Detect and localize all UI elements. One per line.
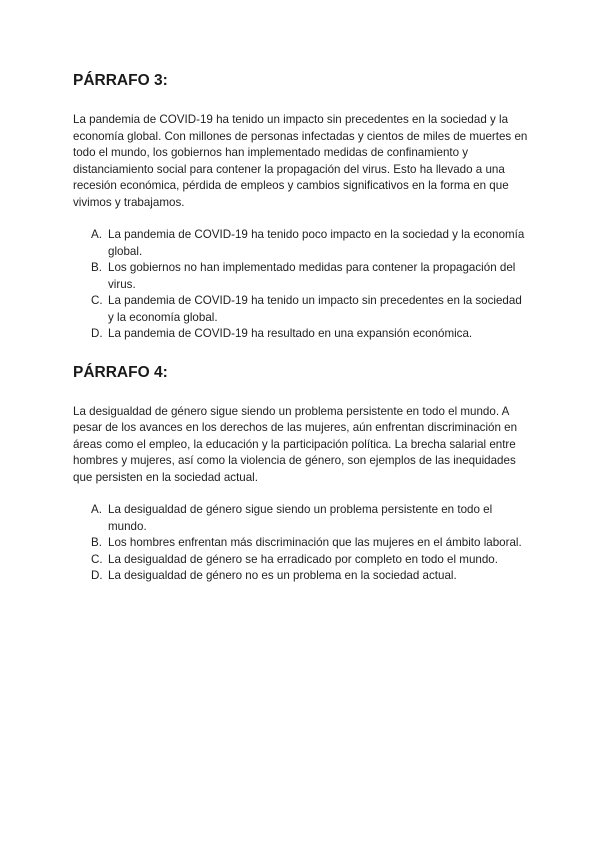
answer-option bbox=[73, 293, 528, 326]
option-letter: C. bbox=[91, 552, 103, 566]
option-letter: B. bbox=[91, 261, 102, 274]
option-text: La pandemia de COVID-19 ha resultado en una expansión económica. bbox=[108, 327, 473, 340]
section-paragraph: La pandemia de COVID-19 ha tenido un impacto sin precedentes en la sociedad y la economía global. Con millones de personas infectadas y cientos de miles de muertes en todo el mundo, los gobiernos han implementado medidas de confinamiento y distanciamiento social para contener la propagación del virus. Esto ha llevado a una recesión económica, pérdida de empleos y cambios significativos en la forma en que vivimos y trabajamos. bbox=[73, 113, 528, 209]
option-text: La desigualdad de género sigue siendo un problema persistente en todo el mundo. bbox=[108, 503, 493, 533]
section-parrafo-3 bbox=[73, 70, 528, 343]
option-letter: D. bbox=[91, 569, 103, 582]
section-parrafo-4 bbox=[73, 362, 528, 585]
answer-option bbox=[73, 568, 528, 585]
answer-option bbox=[73, 227, 528, 260]
answer-options bbox=[73, 227, 528, 343]
option-text: La pandemia de COVID-19 ha tenido un impacto sin precedentes en la sociedad y la economía global. bbox=[108, 294, 522, 324]
section-heading: PÁRRAFO 4: bbox=[73, 363, 168, 381]
answer-option bbox=[73, 552, 528, 569]
option-letter: D. bbox=[91, 327, 103, 340]
option-letter: A. bbox=[91, 228, 102, 241]
answer-option bbox=[73, 260, 528, 293]
answer-option bbox=[73, 502, 528, 535]
answer-option bbox=[73, 535, 528, 552]
option-letter: B. bbox=[91, 536, 102, 549]
answer-options bbox=[73, 502, 528, 585]
section-heading: PÁRRAFO 3: bbox=[73, 72, 168, 89]
option-letter: C. bbox=[91, 294, 103, 307]
document-page bbox=[73, 70, 528, 585]
option-text: Los hombres enfrentan más discriminación que las mujeres en el ámbito laboral. bbox=[108, 536, 522, 549]
option-text: La pandemia de COVID-19 ha tenido poco impacto en la sociedad y la economía global. bbox=[108, 228, 525, 258]
option-letter: A. bbox=[91, 503, 102, 516]
option-text: La desigualdad de género se ha erradicado por completo en todo el mundo. bbox=[108, 552, 498, 566]
section-paragraph: La desigualdad de género sigue siendo un problema persistente en todo el mundo. A pesar de los avances en los derechos de las mujeres, aún enfrentan discriminación en áreas como el empleo, la educación y la participación política. La brecha salarial entre hombres y mujeres, así como la violencia de género, son ejemplos de las inequidades que persisten en la sociedad actual. bbox=[73, 404, 518, 484]
option-text: La desigualdad de género no es un problema en la sociedad actual. bbox=[108, 569, 457, 582]
answer-option bbox=[73, 326, 528, 343]
option-text: Los gobiernos no han implementado medidas para contener la propagación del virus. bbox=[108, 261, 516, 291]
